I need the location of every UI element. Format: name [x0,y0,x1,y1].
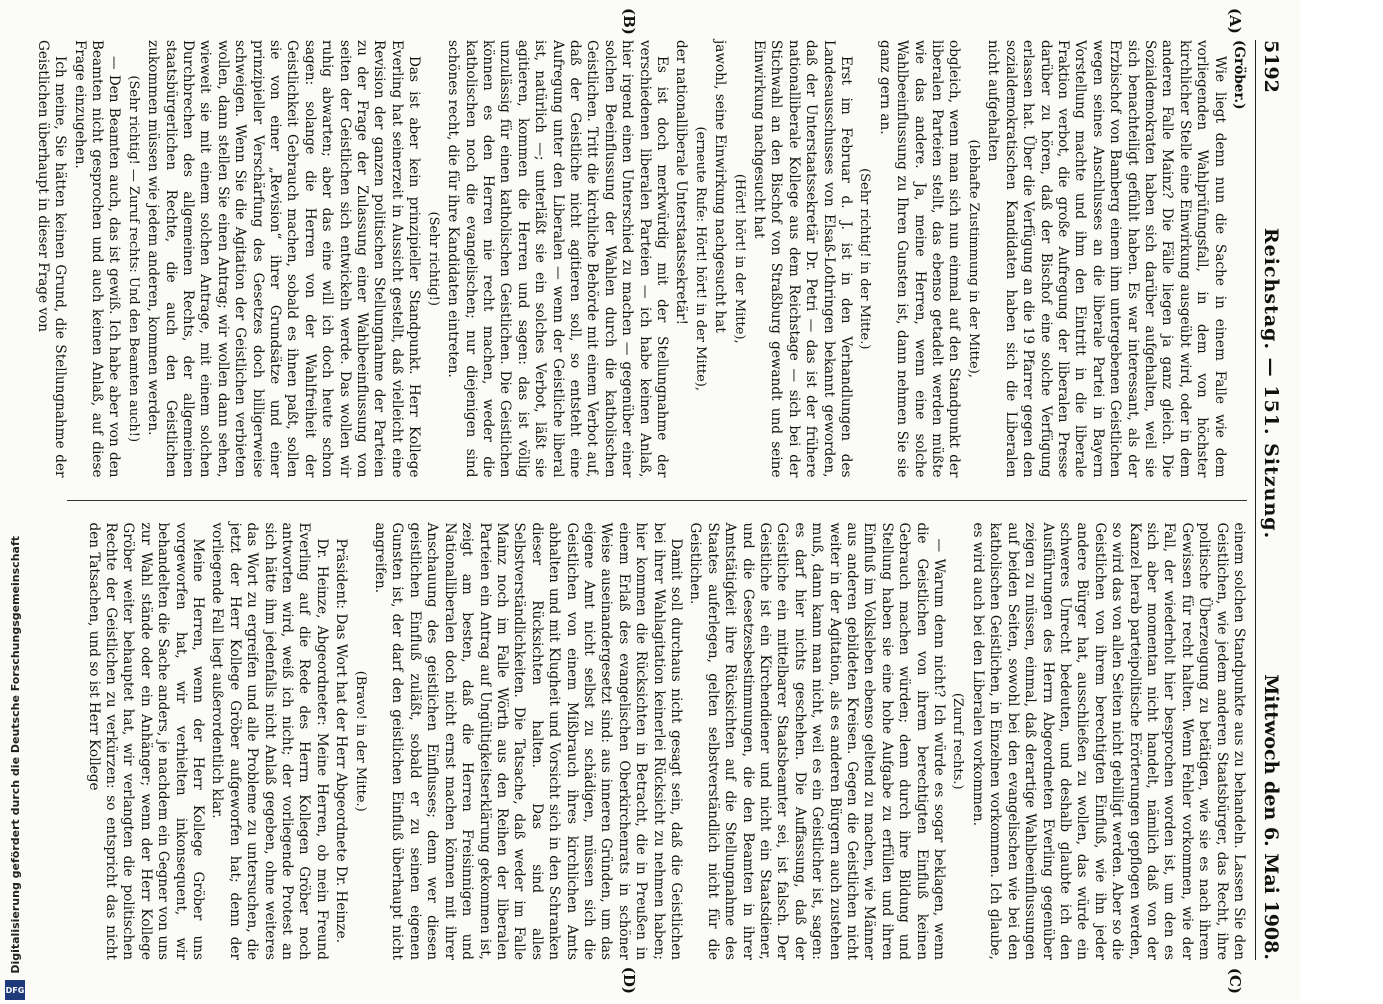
president-statement: Präsident: Das Wort hat der Herr Abgeordnete Dr. Heinze. [333,538,350,944]
page-header [1255,40,1282,960]
left-column [34,8,1247,478]
column-divider [67,500,1247,501]
paragraph: Erst im Februar d. J. ist in den Verhandlungen des Landesausschusses von Elsaß-Lothringen bekannt geworden, daß der Unterstaatssekretär Dr. Petri — das ist der frühere nationalliberale Kollege aus dem Reichstage — sich bei der Stichwahl an den Bischof von Straßburg gewandt und seine Einwirkung nachgesucht hat [751,40,855,478]
interjection: (erneute Rufe: Hört! hört! in der Mitte), [692,126,708,391]
text-columns [34,8,1247,994]
paragraph: — Warum denn nicht? Ich würde es sogar beklagen, wenn die Geistlichen von ihrem berechtigten Einfluß keinen Gebrauch machen würden; denn durch ihre Bildung und Stellung haben sie eine hohe Aufgabe zu erfüllen und ihren Einfluß im Volksleben ebenso geltend zu machen, wie Männer aus anderen gebildeten Kreisen. Gegen die Geistlichen nicht weiter in der Agitation, als es anderen Bürgern auch zustehen muß, dann kann man nicht, weil es ein Geistlicher ist, sagen: es darf hier nichts geschehen. Die Auffassung, daß der Geistliche ein mittelbarer Staatsbeamter sei, ist falsch. Der Geistliche ist ein Kirchendiener und nicht ein Staatsdiener, und die Gesetzesbestimmungen, die den Beamten in ihrer Amtstätigkeit ihre Rücksichten auf die Stellungnahme des Staates auferlegen, gelten selbstverständlich nicht für die Geistlichen. [687,522,948,960]
paragraph: — Den Beamten auch, das ist gewiß. Ich habe aber von den Beamten nicht gesprochen und auch keinen Anlaß, auf diese Frage einzugehen. [71,40,123,478]
paragraph: der nationalliberale Unterstaatssekretär! [673,40,690,326]
dfg-logo: DFG [5,980,25,1000]
margin-marker-c: (C) [1226,967,1244,994]
session-date: Mittwoch den 6. Mai 1908. [1260,674,1282,960]
digitization-credit [0,0,30,1004]
interjection: (Sehr richtig! — Zuruf rechts: Und den Beamten auch!) [125,75,141,443]
interjection: (Sehr richtig! in der Mitte.) [857,168,873,350]
session-title: Reichstag. — 151. Sitzung. [1260,227,1282,540]
paragraph: Das ist aber kein prinzipieller Standpunkt. Herr Kollege Everling hat seinerzeit in Aussicht gestellt, daß vielleicht eine Revision der ganzen politischen Stellungnahme der Parteien zu der Frage der Zulassung einer Wahlbeeinflussung von seiten der Geistlichen sich entwickeln werde. Das wollen wir ruhig abwarten; aber das eine will ich doch heute schon sagen: solange die Herren von der Wahlfreiheit der Geistlichkeit Gebrauch machen, sobald es ihnen paßt, sollen sie von einer „Revision“ ihrer Grundsätze und einer prinzipieller Verschärfung des Gesetzes doch billigerweise schweigen. Wenn Sie die Agitation der Geistlichen verbieten wollen, dann stellen Sie einen Antrag; wir wollen dann sehen, wieweit sie mit einem solchen Antrage, mit einem solchen Durchbrechen des allgemeinen Rechts, der allgemeinen staatsbürgerlichen Rechte, die auch den Geistlichen zukommen müssen wie jedem anderen, kommen werden. [145,40,423,478]
paragraph: Es ist doch merkwürdig mit der Stellungnahme der verschiedenen liberalen Parteien — ich habe keinen Anlaß, hier irgend einen Unterschied zu machen — gegenüber einer solchen Beeinflussung der Wahlen durch die katholischen Geistlichen. Tritt die kirchliche Behörde mit einem Verbot auf, daß der Geistliche nicht agitieren soll, so entsteht eine Aufregung unter den Liberalen — wenn der Geistliche liberal ist, natürlich —; unterläßt sie ein solches Verbot, läßt sie agitieren, kommen die Herren und sagen: das ist völlig unzulässig für einen katholischen Geistlichen. Die Geistlichen können es den Herren nie recht machen, weder die katholischen noch die evangelischen; nur diejenigen sind schönes recht, die für ihre Kandidaten eintreten. [445,40,670,478]
interjection: (Hört! hört! in der Mitte), [731,173,747,344]
paragraph: obgleich, wenn man sich nun einmal auf den Standpunkt der liberalen Parteien stellt, das ebenso getadelt werden müßte wie das andere. Ja, meine Herren, wenn eine solche Wahlbeeinflussung zu Ihren Gunsten ist, dann nehmen Sie sie ganz gern an. [876,40,963,478]
paragraph: einem solchen Standpunkte aus zu behandeln. Lassen Sie den Geistlichen, wie jedem anderen Staatsbürger, das Recht, ihre politische Überzeugung zu betätigen, wie sie es nach ihrem Gewissen für recht halten. Wenn Fehler vorkommen, wie der Fall, der wiederholt hier besprochen worden ist, um den es sich aber momentan nicht handelt, nämlich daß von der Kanzel herab parteipolitische Erörterungen gepflogen werden, so wird das von allen Seiten nicht gebilligt werden. Aber so die Geistlichen von ihrem berechtigten Einfluß, wie ihn jeder andere Bürger hat, ausschließen zu wollen, das würde ein schweres Unrecht bedeuten, und deshalb glaubte ich den Ausführungen des Herrn Abgeordneten Everling gegenüber zeigen zu müssen, einmal, daß derartige Wahlbeeinflussungen auf beiden Seiten, sowohl bei den evangelischen wie bei den katholischen Geistlichen, in Einzelnen vorkommen. Ich glaube, es wird auch bei den Liberalen vorkommen. [969,522,1247,960]
paragraph: Wie liegt denn nun die Sache in einem Falle wie dem vorliegenden Wahlprüfungsfall, in dem von höchster kirchlicher Stelle eine Einwirkung ausgeübt wird, oder in dem anderen Falle Mainz? Die Fälle liegen ja ganz gleich. Die Sozialdemokraten haben sich darüber aufgehalten, weil sie sich benachteiligt gefühlt haben. Es war interessant, als der Erzbischof von Bamberg einem ihm untergebenen Geistlichen wegen seines Anschlusses an die liberale Partei in Bayern Vorstellung machte und ihm den Eintritt in die liberale Fraktion verbot, die große Aufregung der liberalen Presse darüber zu hören, daß der Bischof eine solche Verfügung erlassen hat. Über die Verfügung an die 19 Pfarrer gegen den sozialdemokratischen Kandidaten haben sich die Liberalen nicht aufgehalten [985,40,1228,478]
paragraph: jawohl, seine Einwirkung nachgesucht hat [712,40,729,333]
margin-marker-a: (A) [1226,8,1244,34]
interjection: (lebhafte Zustimmung in der Mitte), [965,139,981,378]
interjection: (Bravo! in der Mitte.) [352,670,368,812]
paragraph: Dr. Heinze, Abgeordneter: Meine Herren, ob mein Freund Everling auf die Rede des Herrn Kollegen Gröber noch antworten wird, weiß ich nicht; der vorliegende Protest an sich hätte ihm jedenfalls nicht Anlaß gegeben, ohne weiteres das Wort zu ergreifen und alle Probleme zu untersuchen, die jetzt der Herr Kollege Gröber aufgeworfen hat; denn der vorliegende Fall liegt außerordentlich klar. [209,522,330,960]
paragraph: Meine Herren, wenn der Herr Kollege Gröber uns vorgeworfen hat, wir verhielten inkonsequent, wir behandelten die Sache anders, je nachdem ein Gegner von uns zur Wahl stände oder ein Anhänger; wenn der Herr Kollege Gröber weiter behauptet hat, wir verlangten die politischen Rechte der Geistlichen zu verkürzen: so entspricht das nicht den Tatsachen, und so ist Herr Kollege [85,522,207,960]
interjection: (Sehr richtig!) [425,211,441,306]
margin-marker-b: (B) [620,8,638,35]
speaker-name: (Gröber.) [1231,40,1247,110]
paragraph: Ich meine, Sie hätten keinen Grund, die Stellungnahme der Geistlichen überhaupt in dieser Frage von [34,40,69,478]
funding-note: Digitalisierung gefördert durch die Deutsche Forschungsgemeinschaft [8,536,22,974]
margin-marker-d: (D) [620,966,638,994]
paragraph: Damit soll durchaus nicht gesagt sein, daß die Geistlichen bei ihrer Wahlagitation keinerlei Rücksicht zu nehmen haben; hier kommen die Rücksichten in Betracht, die in Preußen in einem Erlaß des evangelischen Oberkirchenrats in schöner Weise auseinandergesetzt sind: aus inneren Gründen, um das eigene Amt nicht selbst zu schädigen, müssen sich die Geistlichen von einem Mißbrauch ihres kirchlichen Amts abhalten und mit Klugheit und Vorsicht sich in den Schranken dieser Rücksichten halten. Das sind alles Selbstverständlichkeiten. Die Tatsache, daß weder im Falle Mainz noch im Falle Wörth aus den Reihen der liberalen Parteien ein Antrag auf Ungültigkeitserklärung gekommen ist, zeigt am besten, daß die Herren Freisinnigen und Nationalliberalen doch nicht ernst machen können mit ihrer Anschauung des geistlichen Einflusses; denn wer diesen geistlichen Einfluß zuläßt, sobald er zu seinen eigenen Gunsten ist, der darf den geistlichen Einfluß überhaupt nicht angreifen. [372,522,684,960]
page-number: 5192 [1260,40,1282,93]
right-column [67,522,1247,994]
interjection: (Zuruf rechts.) [950,692,966,790]
